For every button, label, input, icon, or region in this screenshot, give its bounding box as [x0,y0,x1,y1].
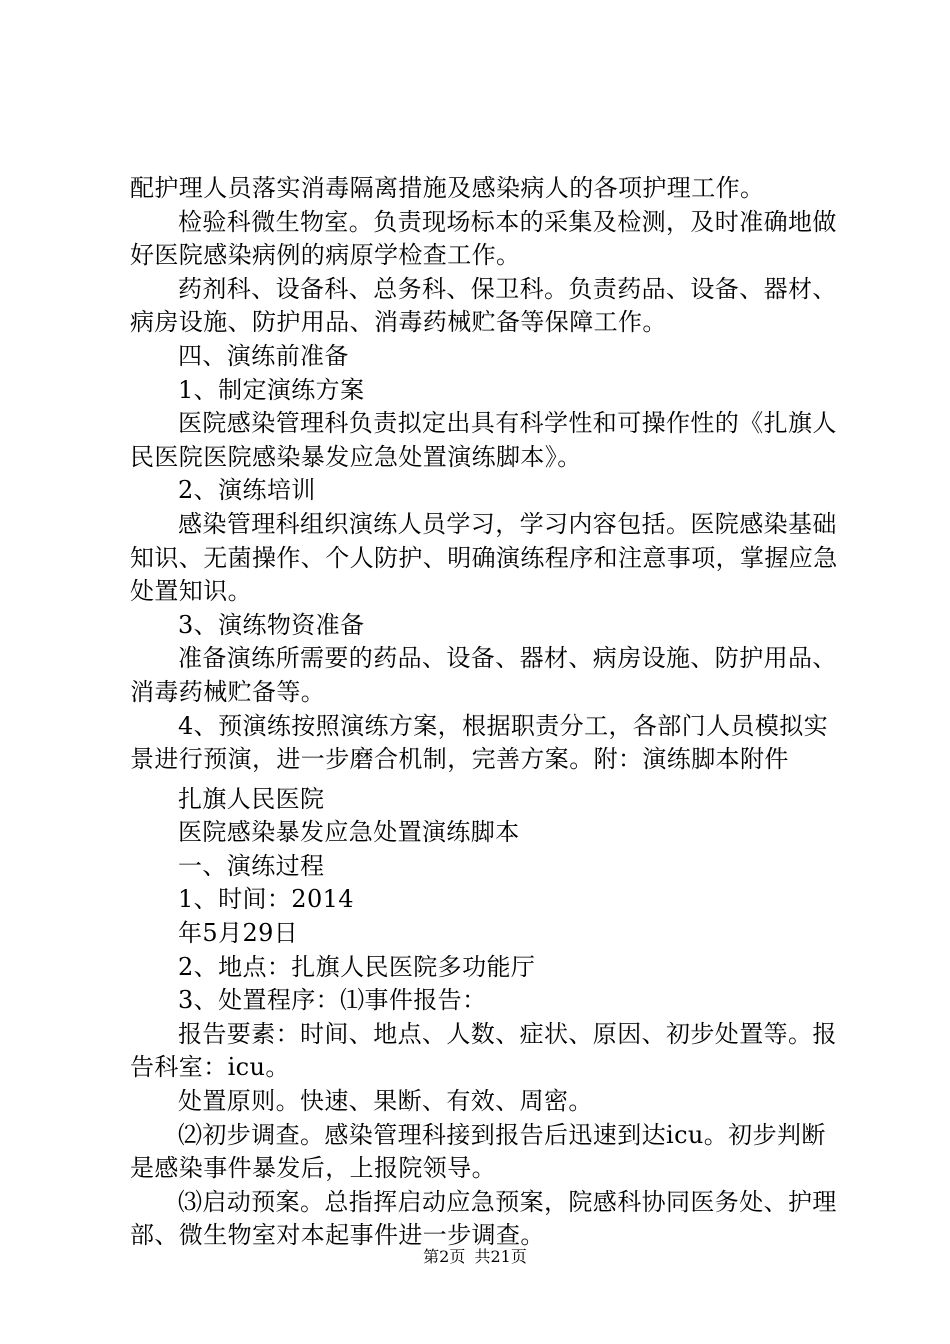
paragraph-rehearsal: 4、预演练按照演练方案，根据职责分工，各部门人员模拟实景进行预演，进一步磨合机制，完善方案。附：演练脚本附件 [130,711,829,774]
hospital-name: 扎旗人民医院 [178,784,325,813]
paragraph-support-duty: 药剂科、设备科、总务科、保卫科。负责药品、设备、器材、病房设施、防护用品、消毒药械贮备等保障工作。 [130,274,837,337]
section-heading-preparation: 四、演练前准备 [178,341,349,370]
procedure-line: 3、处置程序：⑴事件报告： [178,986,487,1015]
paragraph-plan: 医院感染管理科负责拟定出具有科学性和可操作性的《扎旗人民医院医院感染暴发应急处置演练脚本》。 [130,409,837,471]
subheading-plan: 1、制定演练方案 [178,375,365,404]
paragraph-lab-duty: 检验科微生物室。负责现场标本的采集及检测，及时准确地做好医院感染病例的病原学检查工作。 [130,207,837,270]
document-body [130,172,850,1253]
subheading-materials: 3、演练物资准备 [178,610,365,639]
script-title: 医院感染暴发应急处置演练脚本 [178,818,520,847]
date-line: 年5月29日 [178,919,299,948]
page-number: 第2页 [423,1247,466,1266]
paragraph-nursing-duty: 配护理人员落实消毒隔离措施及感染病人的各项护理工作。 [130,174,765,202]
location-line: 2、地点：扎旗人民医院多功能厅 [178,952,536,981]
paragraph-training: 感染管理科组织演练人员学习，学习内容包括。医院感染基础知识、无菌操作、个人防护、明确演练程序和注意事项，掌握应急处置知识。 [130,509,838,606]
page-footer [0,1244,950,1267]
paragraph-report-elements: 报告要素：时间、地点、人数、症状、原因、初步处置等。报告科室：icu。 [130,1019,837,1082]
paragraph-materials: 准备演练所需要的药品、设备、器材、病房设施、防护用品、消毒药械贮备等。 [130,644,837,706]
paragraph-principles: 处置原则。快速、果断、有效、周密。 [178,1087,593,1116]
paragraph-initial-investigation: ⑵初步调查。感染管理科接到报告后迅速到达icu。初步判断是感染事件暴发后，上报院领导。 [130,1120,826,1183]
time-line: 1、时间：2014 [178,885,354,914]
page-total: 共21页 [474,1247,527,1266]
paragraph-start-plan: ⑶启动预案。总指挥启动应急预案，院感科协同医务处、护理部、微生物室对本起事件进一步调查。 [130,1187,837,1250]
section-heading-process: 一、演练过程 [178,851,325,880]
subheading-training: 2、演练培训 [178,476,316,505]
